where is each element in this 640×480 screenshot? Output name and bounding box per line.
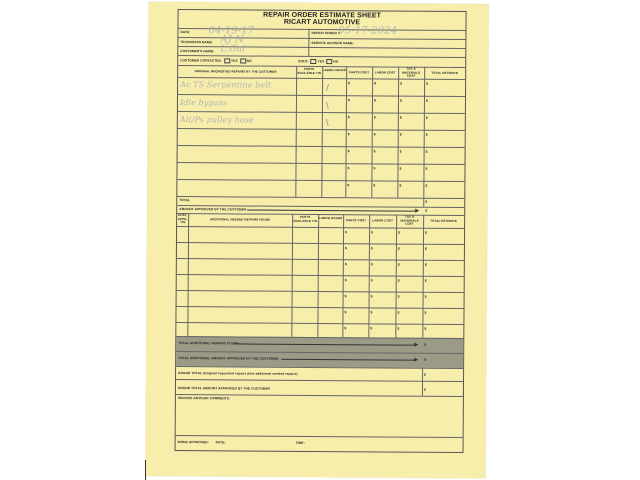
dollar-sign: $ [397, 326, 400, 331]
dollar-sign: $ [424, 342, 427, 347]
divider [177, 242, 464, 245]
dollar-sign: $ [344, 326, 347, 331]
dollar-sign: $ [347, 149, 350, 154]
repair-line-3-handwritten: Alt/Ps pulley hose [179, 115, 254, 125]
repair-line-1-handwritten: Ac TS Serpentine belt [180, 80, 272, 90]
total-additional-label: TOTAL ADDITIONAL REPAIRS FOUND [178, 341, 239, 346]
table2-header-parts-cost: PARTS COST [346, 218, 367, 223]
divider [177, 274, 464, 277]
dollar-sign: $ [347, 183, 350, 188]
sold-label [298, 59, 338, 64]
time-label: TIME: [295, 440, 305, 445]
dollar-sign: $ [399, 183, 402, 188]
dollar-sign: $ [399, 149, 402, 154]
contacted-yes-checkbox[interactable] [224, 58, 230, 63]
arrow-icon [414, 358, 418, 362]
customer-contacted-label [180, 58, 252, 63]
dollar-sign: $ [425, 149, 428, 154]
total-additional-approved-label: TOTAL ADDITIONAL AMOUNT APPROVED BY THE CUSTOMER [178, 356, 279, 361]
table2-header-labor-hours: LABOR HOURS [318, 216, 343, 221]
sold-no-label: NO [333, 59, 339, 64]
amount-approved-label: AMOUNT APPROVED BY THE CUSTOMER [179, 207, 247, 212]
dollar-sign: $ [370, 262, 373, 267]
dollar-sign: $ [347, 98, 350, 103]
dollar-sign: $ [370, 246, 373, 251]
dollar-sign: $ [424, 278, 427, 283]
dollar-sign: $ [399, 115, 402, 120]
dollar-sign: $ [347, 132, 350, 137]
dollar-sign: $ [347, 115, 350, 120]
dollar-sign: $ [400, 81, 403, 86]
repair-order-label: REPAIR ORDER #: [311, 30, 341, 36]
dollar-sign: $ [344, 310, 347, 315]
dollar-sign: $ [397, 294, 400, 299]
dollar-sign: $ [398, 230, 401, 235]
dollar-sign: $ [373, 183, 376, 188]
dollar-sign: $ [425, 132, 428, 137]
dollar-sign: $ [424, 246, 427, 251]
work-approved-label: WORK APPROVED: [177, 440, 209, 445]
form-title: REPAIR ORDER ESTIMATE SHEET [263, 11, 382, 20]
estimate-sheet-paper [145, 2, 488, 478]
dollar-sign: $ [424, 262, 427, 267]
date-handwritten-value: 04-19-17 [208, 25, 255, 37]
divider [177, 306, 464, 309]
dollar-sign: $ [399, 132, 402, 137]
divider [176, 322, 463, 325]
contacted-no-checkbox[interactable] [240, 58, 246, 63]
divider [177, 290, 464, 293]
scanner-edge [145, 460, 146, 480]
table2-header-total-estimate: TOTAL ESTIMATE [430, 218, 458, 223]
dollar-sign: $ [345, 230, 348, 235]
dollar-sign: $ [425, 183, 428, 188]
arrow-icon [415, 209, 419, 213]
dollar-sign: $ [397, 262, 400, 267]
dollar-sign: $ [373, 132, 376, 137]
dollar-sign: $ [370, 278, 373, 283]
dollar-sign: $ [344, 246, 347, 251]
dollar-sign: $ [344, 294, 347, 299]
labor-hours-mark-2: \ [325, 101, 330, 111]
table1-header-labor-cost: LABOR COST [374, 70, 396, 75]
divider [422, 368, 423, 396]
dollar-sign: $ [397, 310, 400, 315]
dollar-sign: $ [424, 326, 427, 331]
arrow-line [247, 210, 415, 212]
dollar-sign: $ [397, 278, 400, 283]
dollar-sign: $ [347, 166, 350, 171]
labor-hours-mark-1: / [326, 83, 330, 93]
customer-handwritten-value: L.Gal [220, 44, 246, 55]
labor-hours-mark-3: \ [325, 118, 329, 128]
grand-total-approved-label: GRAND TOTAL AMOUNT APPROVED BY THE CUSTOMER [177, 386, 271, 391]
technician-label: TECHNICIAN NAME: [180, 40, 213, 45]
arrow-icon [414, 343, 418, 347]
contacted-yes-label: YES [231, 58, 238, 63]
table2-header-additional-repairs: ADDITIONAL NEEDED REPAIRS FOUND [209, 217, 271, 222]
dollar-sign: $ [370, 310, 373, 315]
repair-order-handwritten-value: 05-17-2024 [338, 25, 398, 37]
table1-header-repairs: ORIGINAL REQUESTED REPAIRS BY THE CUSTOMER [194, 69, 277, 74]
total-label: TOTAL [179, 198, 191, 203]
dollar-sign: $ [399, 98, 402, 103]
divider [295, 66, 297, 197]
divider [177, 258, 464, 261]
dollar-sign: $ [425, 230, 428, 235]
table1-header-labor-hours: LABOR HOURS [322, 68, 346, 73]
dollar-sign: $ [425, 199, 428, 204]
divider [176, 379, 463, 382]
dollar-sign: $ [424, 372, 427, 377]
divider [308, 29, 309, 56]
sold-yes-label: YES [317, 59, 325, 64]
dollar-sign: $ [423, 387, 426, 392]
repair-line-2-handwritten: Idle bypass [179, 98, 227, 108]
table2-header-tax-materials: TAX & MATERIALS COST [400, 214, 419, 226]
dollar-sign: $ [425, 208, 428, 213]
dollar-sign: $ [425, 98, 428, 103]
customer-name-label: CUSTOMER'S NAME: [180, 49, 215, 54]
dollar-sign: $ [373, 166, 376, 171]
dollar-sign: $ [374, 81, 377, 86]
table1-header-total-estimate: TOTAL ESTIMATE [431, 70, 459, 75]
dollar-sign: $ [344, 278, 347, 283]
table1-header-tax-materials: TAX & MATERIALS COST [402, 66, 421, 78]
sold-no-checkbox[interactable] [326, 59, 332, 64]
dollar-sign: $ [348, 81, 351, 86]
dollar-sign: $ [399, 166, 402, 171]
divider [176, 435, 463, 438]
dollar-sign: $ [373, 115, 376, 120]
table1-header-parts-cost: PARTS COST [349, 70, 370, 75]
dollar-sign: $ [373, 98, 376, 103]
table2-header-labor-cost: LABOR COST [372, 218, 394, 223]
dollar-sign: $ [370, 294, 373, 299]
dollar-sign: $ [397, 246, 400, 251]
service-advisor-label: SERVICE ADVISOR NAME: [311, 40, 355, 46]
dollar-sign: $ [344, 262, 347, 267]
footer-date-label: DATE: [215, 440, 226, 445]
dollar-sign: $ [371, 230, 374, 235]
technician-handwritten-value: AJ N [220, 34, 244, 46]
dollar-sign: $ [373, 149, 376, 154]
date-label: DATE: [180, 30, 191, 35]
customer-contacted-text: CUSTOMER CONTACTED: [180, 58, 223, 63]
dollar-sign: $ [425, 166, 428, 171]
table2-header-parts-available: PARTS AVAILABLE Y/N [293, 214, 318, 223]
divider [177, 196, 464, 199]
dollar-sign: $ [424, 310, 427, 315]
dollar-sign: $ [424, 357, 427, 362]
sold-yes-checkbox[interactable] [311, 59, 317, 64]
sold-text: SOLD: [298, 59, 309, 64]
company-name: RICART AUTOMOTIVE [283, 18, 361, 27]
repair-order-form [175, 9, 467, 453]
dollar-sign: $ [425, 115, 428, 120]
table2-header-customer-approved: CUST. APPR. Y/N [177, 213, 188, 225]
contacted-no-label: NO [246, 58, 252, 63]
dollar-sign: $ [424, 294, 427, 299]
grand-total-label: GRAND TOTAL (Original requested repairs plus additional needed repairs) [178, 371, 298, 376]
table1-header-parts-available: PARTS AVAILABLE Y/N [297, 66, 322, 75]
dollar-sign: $ [426, 81, 429, 86]
dollar-sign: $ [370, 326, 373, 331]
service-advisor-comments-label: SERVICE ADVISOR COMMENTS: [177, 396, 231, 401]
divider [321, 66, 323, 197]
